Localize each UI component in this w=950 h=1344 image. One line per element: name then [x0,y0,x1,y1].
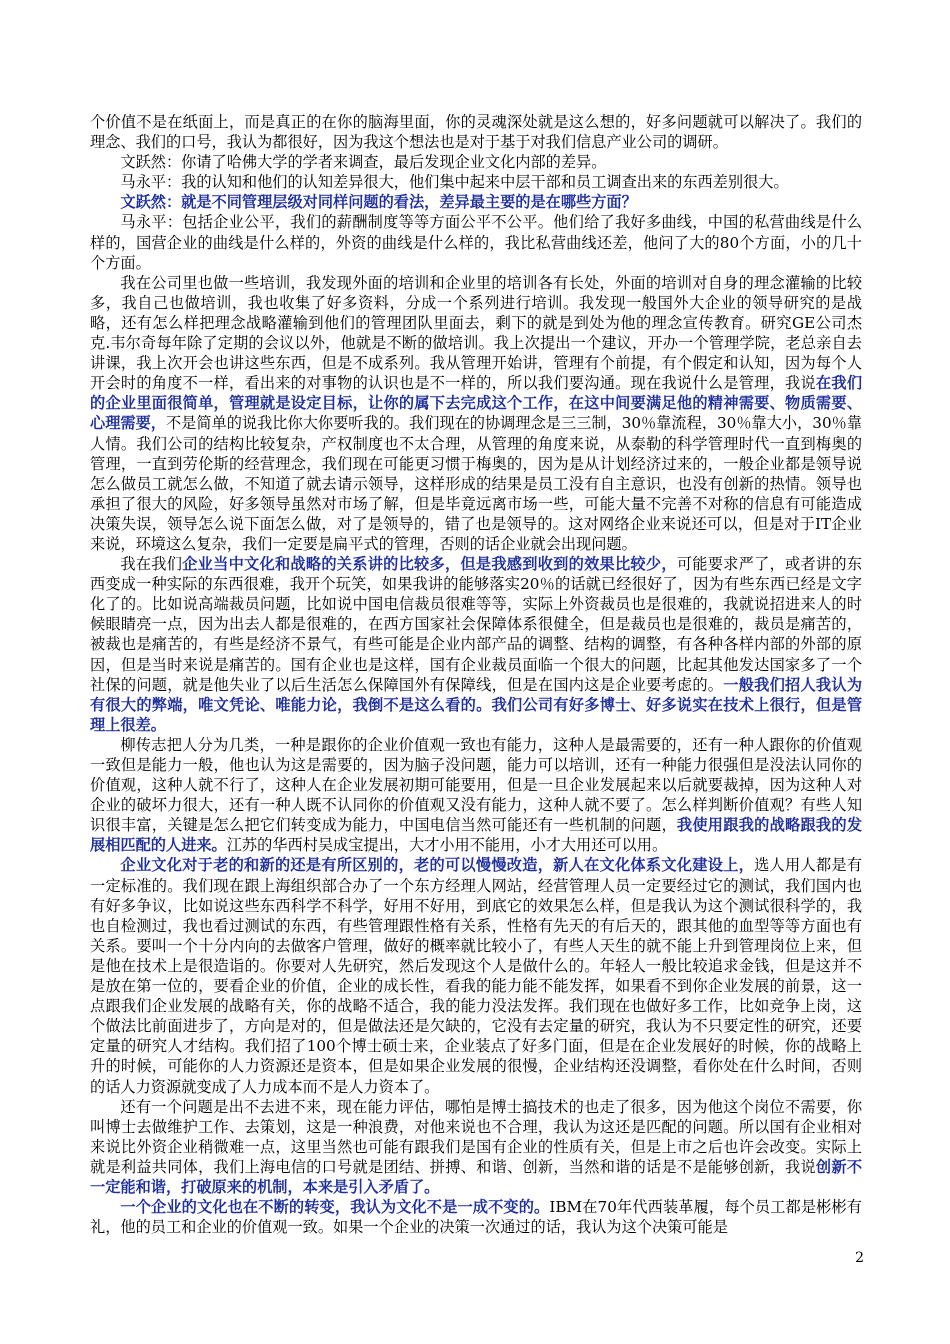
emphasized-text: 在我们的企业里面很简单，管理就是设定目标，让你的属下去完成这个工作，在这中间要满足他的精神需要、物质需要、心理需要， [90,374,863,433]
page-number: 2 [855,1250,864,1266]
body-text: 可能要求严了，或者讲的东西变成一种实际的东西很难，我开个玩笑，如果我讲的能够落实20％的话就已经很好了，因为有些东西已经是文字化了的。比如说高端裁员问题，比如说中国电信裁员很难等等，实际上外资裁员也是很难的，我就说招进来人的时候眼睛亮一点，因为出去人都是很难的，在西方国家社会保障体系很健全，但是裁员也是很难的，裁员是痛苦的，被裁也是痛苦的，有些是经济不景气，有些可能是企业内部产品的调整、结构的调整，有各种各样内部的外部的原因，但是当时来说是痛苦的。国有企业也是这样，国有企业裁员面临一个很大的问题，比起其他发达国家多了一个社保的问题，就是他失业了以后生活怎么保障国外有保障线，但是在国内这是企业要考虑的。 [90,555,863,694]
paragraph [90,152,862,172]
emphasized-text: 企业文化对于老的和新的还是有所区别的，老的可以慢慢改造，新人在文化体系文化建设上， [120,856,755,875]
paragraph [90,112,862,152]
body-text: 文跃然：你请了哈佛大学的学者来调查，最后发现企业文化内部的差异。 [120,153,607,172]
paragraph [90,212,862,272]
body-text: 选人用人都是有一定标准的。我们现在跟上海组织部合办了一个东方经理人网站，经营管理人员一定要经过它的测试，我们国内也有好多争议，比如说这些东西科学不科学，好用不好用，到底它的效果怎么样，但是我认为这个测试很科学的，我也自检测过，我也看过测试的东西，有些管理跟性格有关系，性格有先天的有后天的，跟其他的血型等等方面也有关系。要叫一个十分内向的去做客户管理，做好的概率就比较小了，有些人天生的就不能上升到管理岗位上来，但是他在技术上是很造诣的。你要对人先研究，然后发现这个人是做什么的。年轻人一般比较追求金钱，但是这并不是放在第一位的，要看企业的价值，企业的成长性，看我的能力能不能发挥，如果看不到你企业发展的前景，这一点跟我们企业发展的战略有关，你的战略不适合，我的能力没法发挥。我们现在也做好多工作，比如竞争上岗，这个做法比前面进步了，方向是对的，但是做法还是欠缺的，它没有去定量的研究，我认为不只要定性的研究，还要定量的研究人才结构。我们招了100个博士硕士来，企业装点了好多门面，但是在企业发展好的时候，你的战略上升的时候，可能你的人力资源还是资本，但是如果企业发展的很慢，企业结构还没调整，看你处在什么时间，否则的话人力资源就变成了人力成本而不是人力资本了。 [90,856,863,1096]
body-text: IBM在70年代西装革履，每个员工都是彬彬有礼，他的员工和企业的价值观一致。如果一个企业的决策一次通过的话，我认为这个决策可能是 [90,1198,862,1237]
body-text: 个价值不是在纸面上，而是真正的在你的脑海里面，你的灵魂深处就是这么想的，好多问题就可以解决了。我们的理念、我们的口号，我认为都很好，因为我这个想法也是对于基于对我们信息产业公司的调研。 [90,113,862,152]
body-text: 不是简单的说我比你大你要听我的。我们现在的协调理念是三三制，30％靠流程，30％靠大小，30％靠人情。我们公司的结构比较复杂，产权制度也不太合理，从管理的角度来说，从泰勒的科学管理时代一直到梅奥的管理，一直到劳伦斯的经营理念，我们现在可能更习惯于梅奥的，因为是从计划经济过来的，一般企业都是领导说怎么做员工就怎么做，不知道了就去请示领导，这样形成的结果是员工没有自主意识，也没有创新的热情。领导也承担了很大的风险，好多领导虽然对市场了解，但是毕竟远离市场一些，可能大量不完善不对称的信息有可能造成决策失误，领导怎么说下面怎么做，对了是领导的，错了也是领导的。这对网络企业来说还可以，但是对于IT企业来说，环境这么复杂，我们一定要是扁平式的管理，否则的话企业就会出现问题。 [90,414,863,553]
body-text: 马永平：包括企业公平，我们的薪酬制度等等方面公平不公平。他们给了我好多曲线，中国的私营曲线是什么样的，国营企业的曲线是什么样的，外资的曲线是什么样的，我比私营曲线还差，他问了大的80个方面，小的几十个方面。 [90,213,862,272]
body-text: 我在公司里也做一些培训，我发现外面的培训和企业里的培训各有长处，外面的培训对自身的理念灌输的比较多，我自己也做培训，我也收集了好多资料，分成一个系列进行培训。我发现一般国外大企业的领导研究的是战略，还有怎么样把理念战略灌输到他们的管理团队里面去，剩下的就是到处为他的理念宣传教育。研究GE公司杰克.韦尔奇每年除了定期的会议以外，他就是不断的做培训。我上次提出一个建议，开办一个管理学院，老总亲自去讲课，我上次开会也讲这些东西，但是不成系列。我从管理开始讲，管理有个前提，有个假定和认知，因为每个人开会时的角度不一样，看出来的对事物的认识也是不一样的，所以我们要沟通。现在我说什么是管理，我说 [90,273,862,393]
emphasized-text: 企业当中文化和战略的关系讲的比较多，但是我感到收到的效果比较少， [182,555,677,574]
paragraph [90,1097,862,1197]
emphasized-text: 我使用跟我的战略跟我的发展相匹配的人进来。 [90,816,863,855]
emphasized-text: 一般我们招人我认为有很大的弊端，唯文凭论、唯能力论，我倒不是这么看的。我们公司有好多博士、好多说实在技术上很行，但是管理上很差。 [90,675,863,734]
body-text: 柳传志把人分为几类，一种是跟你的企业价值观一致也有能力，这种人是最需要的，还有一种人跟你的价值观一致但是能力一般，他也认为这是需要的，因为脑子没问题，能力可以培训，还有一种能力很强但是没法认同你的价值观，这种人就不行了，这种人在企业发展初期可能要用，但是一旦企业发展起来以后就要裁掉，因为这种人对企业的破坏力很大，还有一种人既不认同你的价值观又没有能力，这种人就不要了。怎么样判断价值观？有些人知识很丰富，关键是怎么把它们转变成为能力，中国电信当然可能还有一些机制的问题， [90,735,862,835]
paragraph [90,855,862,1096]
emphasized-text: 创新不一定能和谐，打破原来的机制，本来是引入矛盾了。 [90,1157,863,1196]
body-text: 江苏的华西村吴成宝提出，大才小用不能用，小才大用还可以用。 [226,836,668,855]
emphasized-text: 文跃然：就是不同管理层级对同样问题的看法，差异最主要的是在哪些方面？ [120,193,637,212]
body-text: 还有一个问题是出不去进不来，现在能力评估，哪怕是博士搞技术的也走了很多，因为他这个岗位不需要，你叫博士去做维护工作、去策划，这是一种浪费，对他来说也不合理，我认为这还是匹配的问题。所以国有企业相对来说比外资企业稍微难一点，这里当然也可能有跟我们是国有企业的性质有关，但是上市之后也许会改变。实际上就是利益共同体，我们上海电信的口号就是团结、拼搏、和谐、创新，当然和谐的话是不是能够创新，我说 [90,1097,862,1176]
paragraph [90,192,862,212]
body-text: 马永平：我的认知和他们的认知差异很大，他们集中起来中层干部和员工调查出来的东西差别很大。 [120,173,789,192]
paragraph [90,1197,862,1237]
paragraph [90,554,862,735]
paragraph [90,273,862,554]
body-text: 我在我们 [120,555,183,574]
paragraph [90,735,862,856]
document-body [90,112,862,1237]
emphasized-text: 一个企业的文化也在不断的转变，我认为文化不是一成不变的。 [120,1198,550,1217]
paragraph [90,172,862,192]
